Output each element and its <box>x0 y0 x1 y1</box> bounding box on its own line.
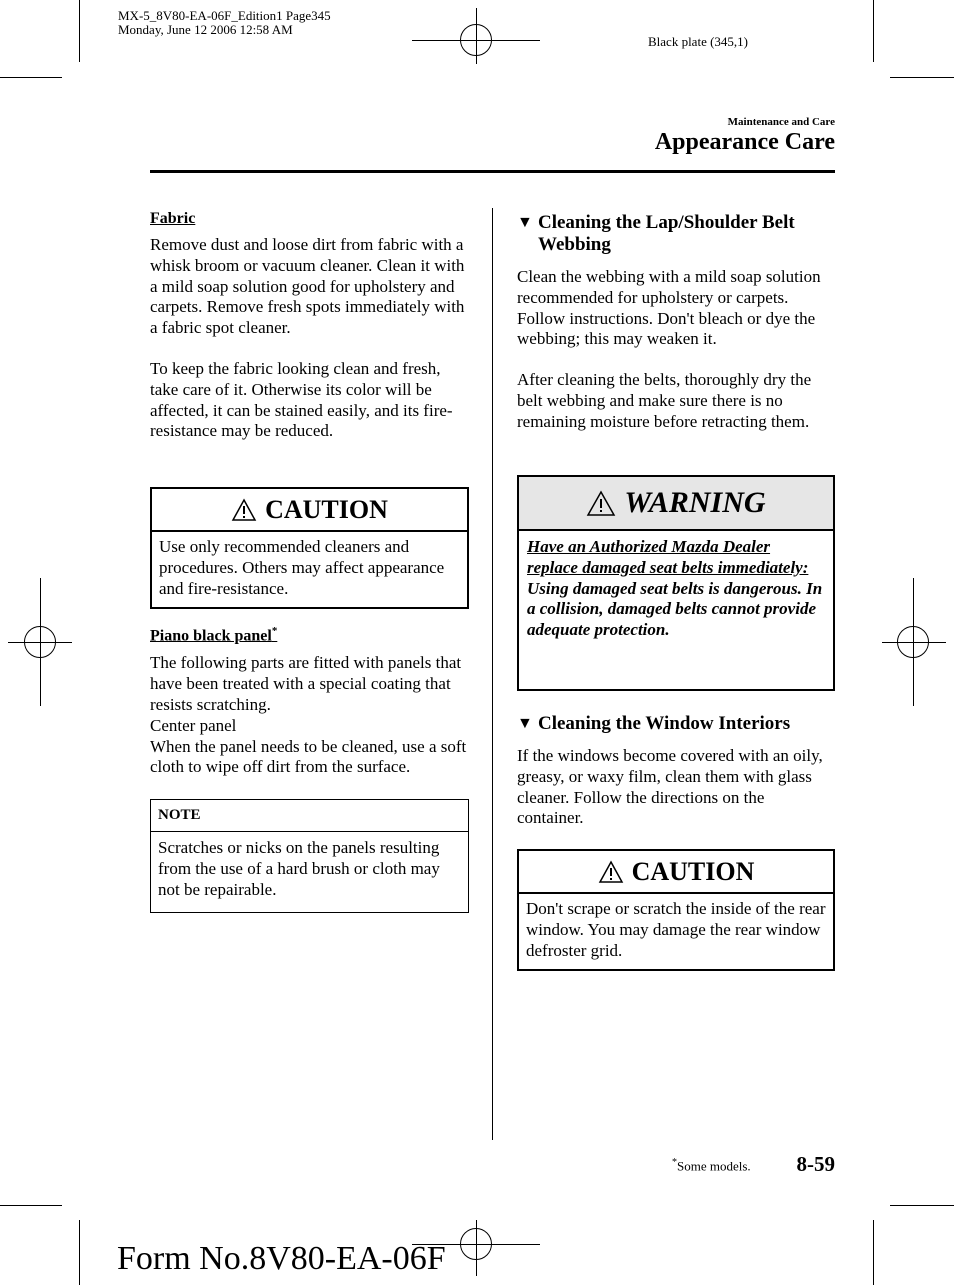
warning-title: WARNING <box>624 486 766 519</box>
footnote-mark: * <box>672 1157 677 1168</box>
footnote: *Some models. <box>672 1157 751 1174</box>
triangle-bullet-icon: ▼ <box>517 715 533 732</box>
piano-heading: Piano black panel* <box>150 625 278 645</box>
belt-heading: ▼ Cleaning the Lap/Shoulder Belt Webbing <box>517 212 795 255</box>
piano-paragraph-1: The following parts are fitted with panels that have been treated with a special coating that resists scratching. <box>150 653 462 714</box>
print-file-line: MX-5_8V80-EA-06F_Edition1 Page345 <box>118 8 331 23</box>
warning-triangle-icon <box>586 490 616 517</box>
fabric-heading: Fabric <box>150 210 196 227</box>
fabric-paragraph-1: Remove dust and loose dirt from fabric with a whisk broom or vacuum cleaner. Clean it with a mild soap solution good for upholstery and carpets. Remove fresh spots immediately with a fabric spot cleaner. <box>150 235 465 338</box>
page-number: 8-59 <box>796 1152 835 1176</box>
belt-paragraph-1: Clean the webbing with a mild soap solution recommended for upholstery or carpets. Follow instructions. Don't bleach or dye the webbing; this may weaken it. <box>517 267 821 349</box>
belt-paragraph-2: After cleaning the belts, thoroughly dry the belt webbing and make sure there is no remaining moisture before retracting them. <box>517 370 812 431</box>
right-column <box>517 212 835 433</box>
fabric-paragraph-2: To keep the fabric looking clean and fresh, take care of it. Otherwise its color will be affected, it can be stained easily, and its fire-resistance may be reduced. <box>150 358 453 441</box>
warning-box <box>517 475 835 691</box>
caution-title: CAUTION <box>631 856 755 886</box>
note-title: NOTE <box>151 800 468 832</box>
window-paragraph-1: If the windows become covered with an oily, greasy, or waxy film, clean them with glass cleaner. Follow the directions on the container. <box>517 746 823 828</box>
caution-box-fabric <box>150 487 469 609</box>
caution-body: Use only recommended cleaners and procedures. Others may affect appearance and fire-resistance. <box>159 537 445 598</box>
print-date-line: Monday, June 12 2006 12:58 AM <box>118 22 293 37</box>
caution-box-window <box>517 849 835 971</box>
caution-body: Don't scrape or scratch the inside of the rear window. You may damage the rear window defroster grid. <box>526 899 826 960</box>
note-body: Scratches or nicks on the panels resulting from the use of a hard brush or cloth may not be repairable. <box>158 838 440 899</box>
form-number: Form No.8V80-EA-06F <box>117 1240 446 1277</box>
window-section <box>517 713 835 829</box>
column-divider <box>492 208 493 1140</box>
left-column <box>150 210 470 442</box>
warning-triangle-icon <box>598 860 624 884</box>
note-box <box>150 799 469 913</box>
page-title: Appearance Care <box>654 129 835 155</box>
warning-triangle-icon <box>231 498 257 522</box>
caution-title: CAUTION <box>265 494 388 524</box>
piano-paragraph-3: When the panel needs to be cleaned, use a soft cloth to wipe off dirt from the surface. <box>150 736 467 777</box>
triangle-bullet-icon: ▼ <box>517 214 533 231</box>
piano-paragraph-2: Center panel <box>150 715 237 735</box>
header-rule <box>150 170 835 173</box>
warning-body: Using damaged seat belts is dangerous. In a collision, damaged belts cannot provide adequate protection. <box>527 578 823 640</box>
plate-label: Black plate (345,1) <box>648 34 748 49</box>
piano-section <box>150 625 470 778</box>
window-heading: ▼ Cleaning the Window Interiors <box>517 713 791 734</box>
section-kicker: Maintenance and Care <box>727 116 835 128</box>
footnote-mark: * <box>271 625 278 637</box>
warning-instruction: Have an Authorized Mazda Dealer replace damaged seat belts immediately: <box>527 537 809 577</box>
